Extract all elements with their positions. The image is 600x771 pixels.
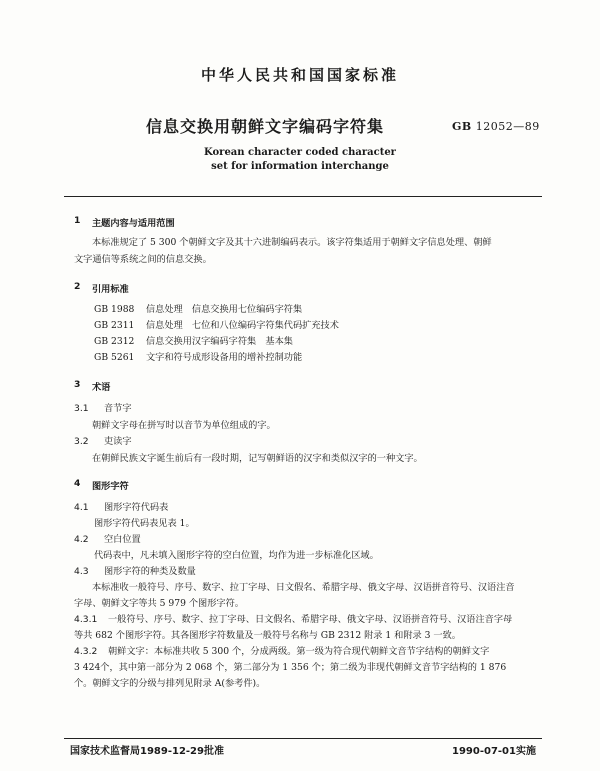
reference-code: GB 1988	[94, 304, 135, 315]
reference-title: 文字和符号成形设备用的增补控制功能	[146, 352, 303, 363]
clause-4-2-text: 代码表中，凡未填入图形字符的空白位置，均作为进一步标准化区域。	[94, 550, 379, 561]
section-1-number: 1	[74, 215, 81, 226]
term-3-2-text: 在朝鲜民族文字诞生前后有一段时期，记写朝鲜语的汉字和类似汉字的一种文字。	[92, 453, 423, 464]
reference-title: 信息处理 七位和八位编码字符集代码扩充技术	[146, 320, 339, 331]
reference-title: 信息交换用汉字编码字符集 基本集	[146, 336, 293, 347]
clause-4-2-number: 4.2	[74, 534, 89, 545]
section-1-heading: 主题内容与适用范围	[92, 218, 175, 229]
clause-4-3-1-text-line-2: 等共 682 个图形字符。其各图形字符数量及一般符号名称与 GB 2312 附录 1 和附录 3 一致。	[74, 630, 461, 641]
clause-4-3-2-text-line-1: 朝鲜文字：本标准共收 5 300 个，分成两级。第一级为符合现代朝鲜文音节字结构的朝鲜文字	[108, 646, 490, 657]
section-1-para-line-1: 本标准规定了 5 300 个朝鲜文字及其十六进制编码表示。该字符集适用于朝鲜文字信息处理、朝鲜	[92, 237, 492, 248]
clause-4-1-number: 4.1	[74, 502, 89, 513]
term-3-1-text: 朝鲜文字母在拼写时以音节为单位组成的字。	[92, 420, 276, 431]
reference-code: GB 2312	[94, 336, 135, 347]
clause-4-3-2-text-line-2: 3 424个，其中第一部分为 2 068 个，第二部分为 1 356 个；第二级为非现代朝鲜文音节字结构的 1 876	[74, 662, 507, 673]
term-3-1-number: 3.1	[74, 403, 89, 414]
clause-4-3-1-text-line-1: 一般符号、序号、数字、拉丁字母、日文假名、希腊字母、俄文字母、汉语拼音符号、汉语注音字母	[108, 614, 513, 625]
reference-code: GB 2311	[94, 320, 135, 331]
clause-4-3-2-number: 4.3.2	[74, 646, 98, 657]
clause-4-3-heading: 图形字符的种类及数量	[104, 566, 196, 577]
bottom-rule	[64, 738, 542, 739]
clause-4-1-text: 图形字符代码表见表 1。	[94, 518, 195, 529]
document-title: 信息交换用朝鲜文字编码字符集	[146, 117, 385, 136]
clause-4-2-heading: 空白位置	[104, 534, 141, 545]
effective-date: 1990-07-01实施	[452, 746, 536, 757]
term-3-2-number: 3.2	[74, 436, 89, 447]
standard-code	[452, 120, 540, 133]
clause-4-3-number: 4.3	[74, 566, 89, 577]
english-title-line-2: set for information interchange	[211, 161, 389, 172]
clause-4-3-1-number: 4.3.1	[74, 614, 98, 625]
national-standard-heading: 中华人民共和国国家标准	[200, 66, 399, 84]
clause-4-1-heading: 图形字符代码表	[104, 502, 169, 513]
section-3-number: 3	[74, 379, 81, 390]
reference-code: GB 5261	[94, 352, 135, 363]
reference-title: 信息处理 信息交换用七位编码字符集	[146, 304, 303, 315]
approval-statement: 国家技术监督局1989-12-29批准	[70, 746, 224, 757]
section-2-number: 2	[74, 281, 81, 292]
english-title-line-1: Korean character coded character	[204, 147, 396, 158]
section-4-heading: 图形字符	[92, 481, 129, 492]
term-3-1-heading: 音节字	[104, 403, 132, 414]
term-3-2-heading: 吏读字	[104, 436, 132, 447]
standard-code-number: 12052—89	[475, 120, 540, 133]
section-1-para-line-2: 文字通信等系统之间的信息交换。	[74, 254, 212, 265]
clause-4-3-text-line-2: 字母、朝鲜文字等共 5 979 个图形字符。	[74, 598, 244, 609]
section-2-heading: 引用标准	[92, 284, 129, 295]
clause-4-3-2-text-line-3: 个。朝鲜文字的分级与排列见附录 A(参考件)。	[74, 678, 266, 689]
section-4-number: 4	[74, 478, 81, 489]
top-rule	[64, 196, 542, 197]
standard-code-prefix: GB	[452, 120, 472, 133]
clause-4-3-text-line-1: 本标准收一般符号、序号、数字、拉丁字母、日文假名、希腊字母、俄文字母、汉语拼音符号、汉语注音	[92, 582, 515, 593]
section-3-heading: 术语	[92, 382, 111, 393]
